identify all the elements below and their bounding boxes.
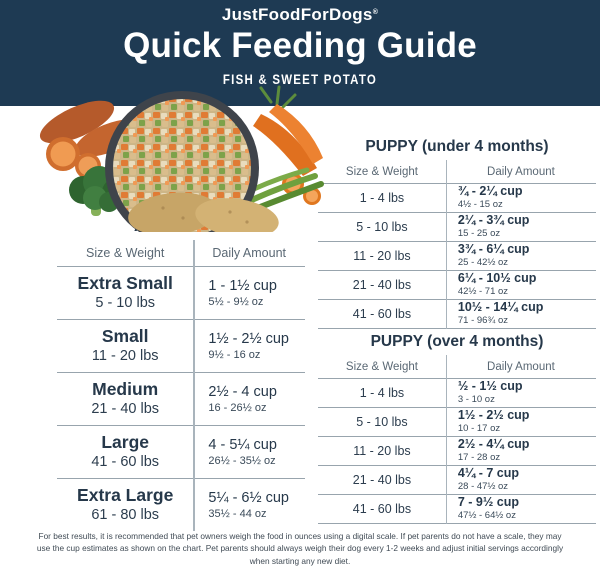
table-row [318, 494, 596, 524]
cups-amount: 2½ - 4 cup [208, 383, 277, 400]
col-header-daily-amount: Daily Amount [487, 360, 555, 373]
table-row [318, 299, 596, 329]
puppy-over-4-title: PUPPY (over 4 months) [370, 333, 544, 350]
adult-column-divider [193, 240, 195, 531]
cups-amount: 1½ - 2½ cup [457, 408, 530, 423]
cups-amount: 4¼ - 7 cup [457, 466, 520, 481]
size-label: Extra Large [77, 485, 174, 506]
puppy-under-column-divider [446, 160, 448, 329]
puppy-over-column-divider [446, 355, 448, 524]
puppy-under-4-table [318, 138, 596, 329]
puppy-over-4-grid [318, 355, 596, 524]
weight-range: 11 - 20 lbs [91, 348, 159, 365]
weight-range: 1 - 4 lbs [359, 191, 405, 205]
col-header-daily-amount: Daily Amount [212, 246, 287, 260]
oz-amount: 26½ - 35½ oz [208, 454, 276, 467]
puppy-under-4-grid [318, 160, 596, 329]
table-row [318, 436, 596, 465]
oz-amount: 4½ - 15 oz [457, 198, 503, 210]
size-label: Extra Small [77, 273, 173, 294]
size-label: Large [101, 432, 150, 453]
cups-amount: 6¼ - 10½ cup [457, 271, 537, 286]
puppy-over-column-headers [318, 355, 596, 378]
table-row [318, 183, 596, 212]
oz-amount: 17 - 28 oz [457, 451, 501, 463]
puppy-under-4-title: PUPPY (under 4 months) [365, 138, 549, 155]
size-label: Medium [92, 379, 159, 400]
page-title: Quick Feeding Guide [123, 26, 477, 65]
weight-range: 5 - 10 lbs [95, 295, 156, 312]
cups-amount: 5¼ - 6½ cup [208, 489, 289, 506]
weight-range: 41 - 60 lbs [91, 454, 160, 471]
cups-amount: 1½ - 2½ cup [208, 330, 289, 347]
adult-dog-table [57, 218, 305, 531]
puppy-under-column-headers [318, 160, 596, 183]
table-row [318, 212, 596, 241]
cups-amount: 7 - 9½ cup [457, 495, 520, 510]
weight-range: 21 - 40 lbs [91, 401, 160, 418]
weight-range: 11 - 20 lbs [353, 249, 411, 263]
oz-amount: 10 - 17 oz [457, 422, 501, 434]
col-header-size-weight: Size & Weight [345, 165, 418, 178]
oz-amount: 35½ - 44 oz [208, 507, 267, 520]
table-row [57, 372, 305, 425]
food-illustration-svg [25, 80, 325, 232]
table-row [57, 266, 305, 319]
adult-dog-grid [57, 240, 305, 531]
recipe-subtitle: FISH & SWEET POTATO [222, 71, 378, 87]
adult-column-headers [57, 240, 305, 266]
oz-amount: 47½ - 64½ oz [457, 509, 516, 521]
table-row [318, 465, 596, 494]
disclaimer-text: For best results, it is recommended that pet owners weigh the food in ounces using a digital scale. If pet parents do not have a scale, they may use the cup estimates as shown on the chart. Pet parents should always weigh their dog every 1-2 weeks and adjust initial servings accordingly when starting any new diet. [36, 531, 564, 566]
oz-amount: 15 - 25 oz [457, 227, 501, 239]
cups-amount: 3¾ - 6¼ cup [457, 242, 530, 257]
oz-amount: 16 - 26½ oz [208, 401, 267, 414]
table-row [318, 241, 596, 270]
cups-amount: 2½ - 4¼ cup [457, 437, 530, 452]
weight-range: 41 - 60 lbs [352, 502, 412, 516]
brand-logo [0, 0, 600, 25]
food-illustration [25, 80, 325, 232]
table-row [57, 425, 305, 478]
weight-range: 5 - 10 lbs [356, 415, 408, 429]
oz-amount: 28 - 47½ oz [457, 480, 509, 492]
cups-amount: 2¼ - 3¾ cup [457, 213, 530, 228]
col-header-size-weight: Size & Weight [345, 360, 418, 373]
col-header-daily-amount: Daily Amount [487, 165, 555, 178]
weight-range: 11 - 20 lbs [353, 444, 411, 458]
puppy-over-4-table [318, 333, 596, 524]
oz-amount: 71 - 96¾ oz [457, 314, 509, 326]
weight-range: 21 - 40 lbs [352, 473, 412, 487]
cups-amount: 1 - 1½ cup [208, 277, 277, 294]
weight-range: 61 - 80 lbs [91, 507, 160, 524]
weight-range: 1 - 4 lbs [359, 386, 405, 400]
col-header-size-weight: Size & Weight [86, 246, 165, 260]
cups-amount: ¾ - 2¼ cup [457, 184, 523, 199]
oz-amount: 25 - 42½ oz [457, 256, 509, 268]
registered-mark: ® [372, 9, 379, 16]
table-row [57, 478, 305, 531]
weight-range: 5 - 10 lbs [356, 220, 408, 234]
brand-logo-text: JustFoodForDogs [221, 5, 373, 24]
size-label: Small [101, 326, 149, 347]
oz-amount: 5½ - 9½ oz [208, 295, 264, 308]
cups-amount: 10½ - 14¼ cup [457, 300, 544, 315]
table-row [318, 270, 596, 299]
cups-amount: 4 - 5¼ cup [208, 436, 277, 453]
weight-range: 21 - 40 lbs [352, 278, 412, 292]
table-row [318, 378, 596, 407]
oz-amount: 9½ - 16 oz [208, 348, 261, 361]
table-row [57, 319, 305, 372]
oz-amount: 42½ - 71 oz [457, 285, 509, 297]
table-row [318, 407, 596, 436]
oz-amount: 3 - 10 oz [457, 393, 495, 405]
cups-amount: ½ - 1½ cup [457, 379, 523, 394]
weight-range: 41 - 60 lbs [352, 307, 412, 321]
